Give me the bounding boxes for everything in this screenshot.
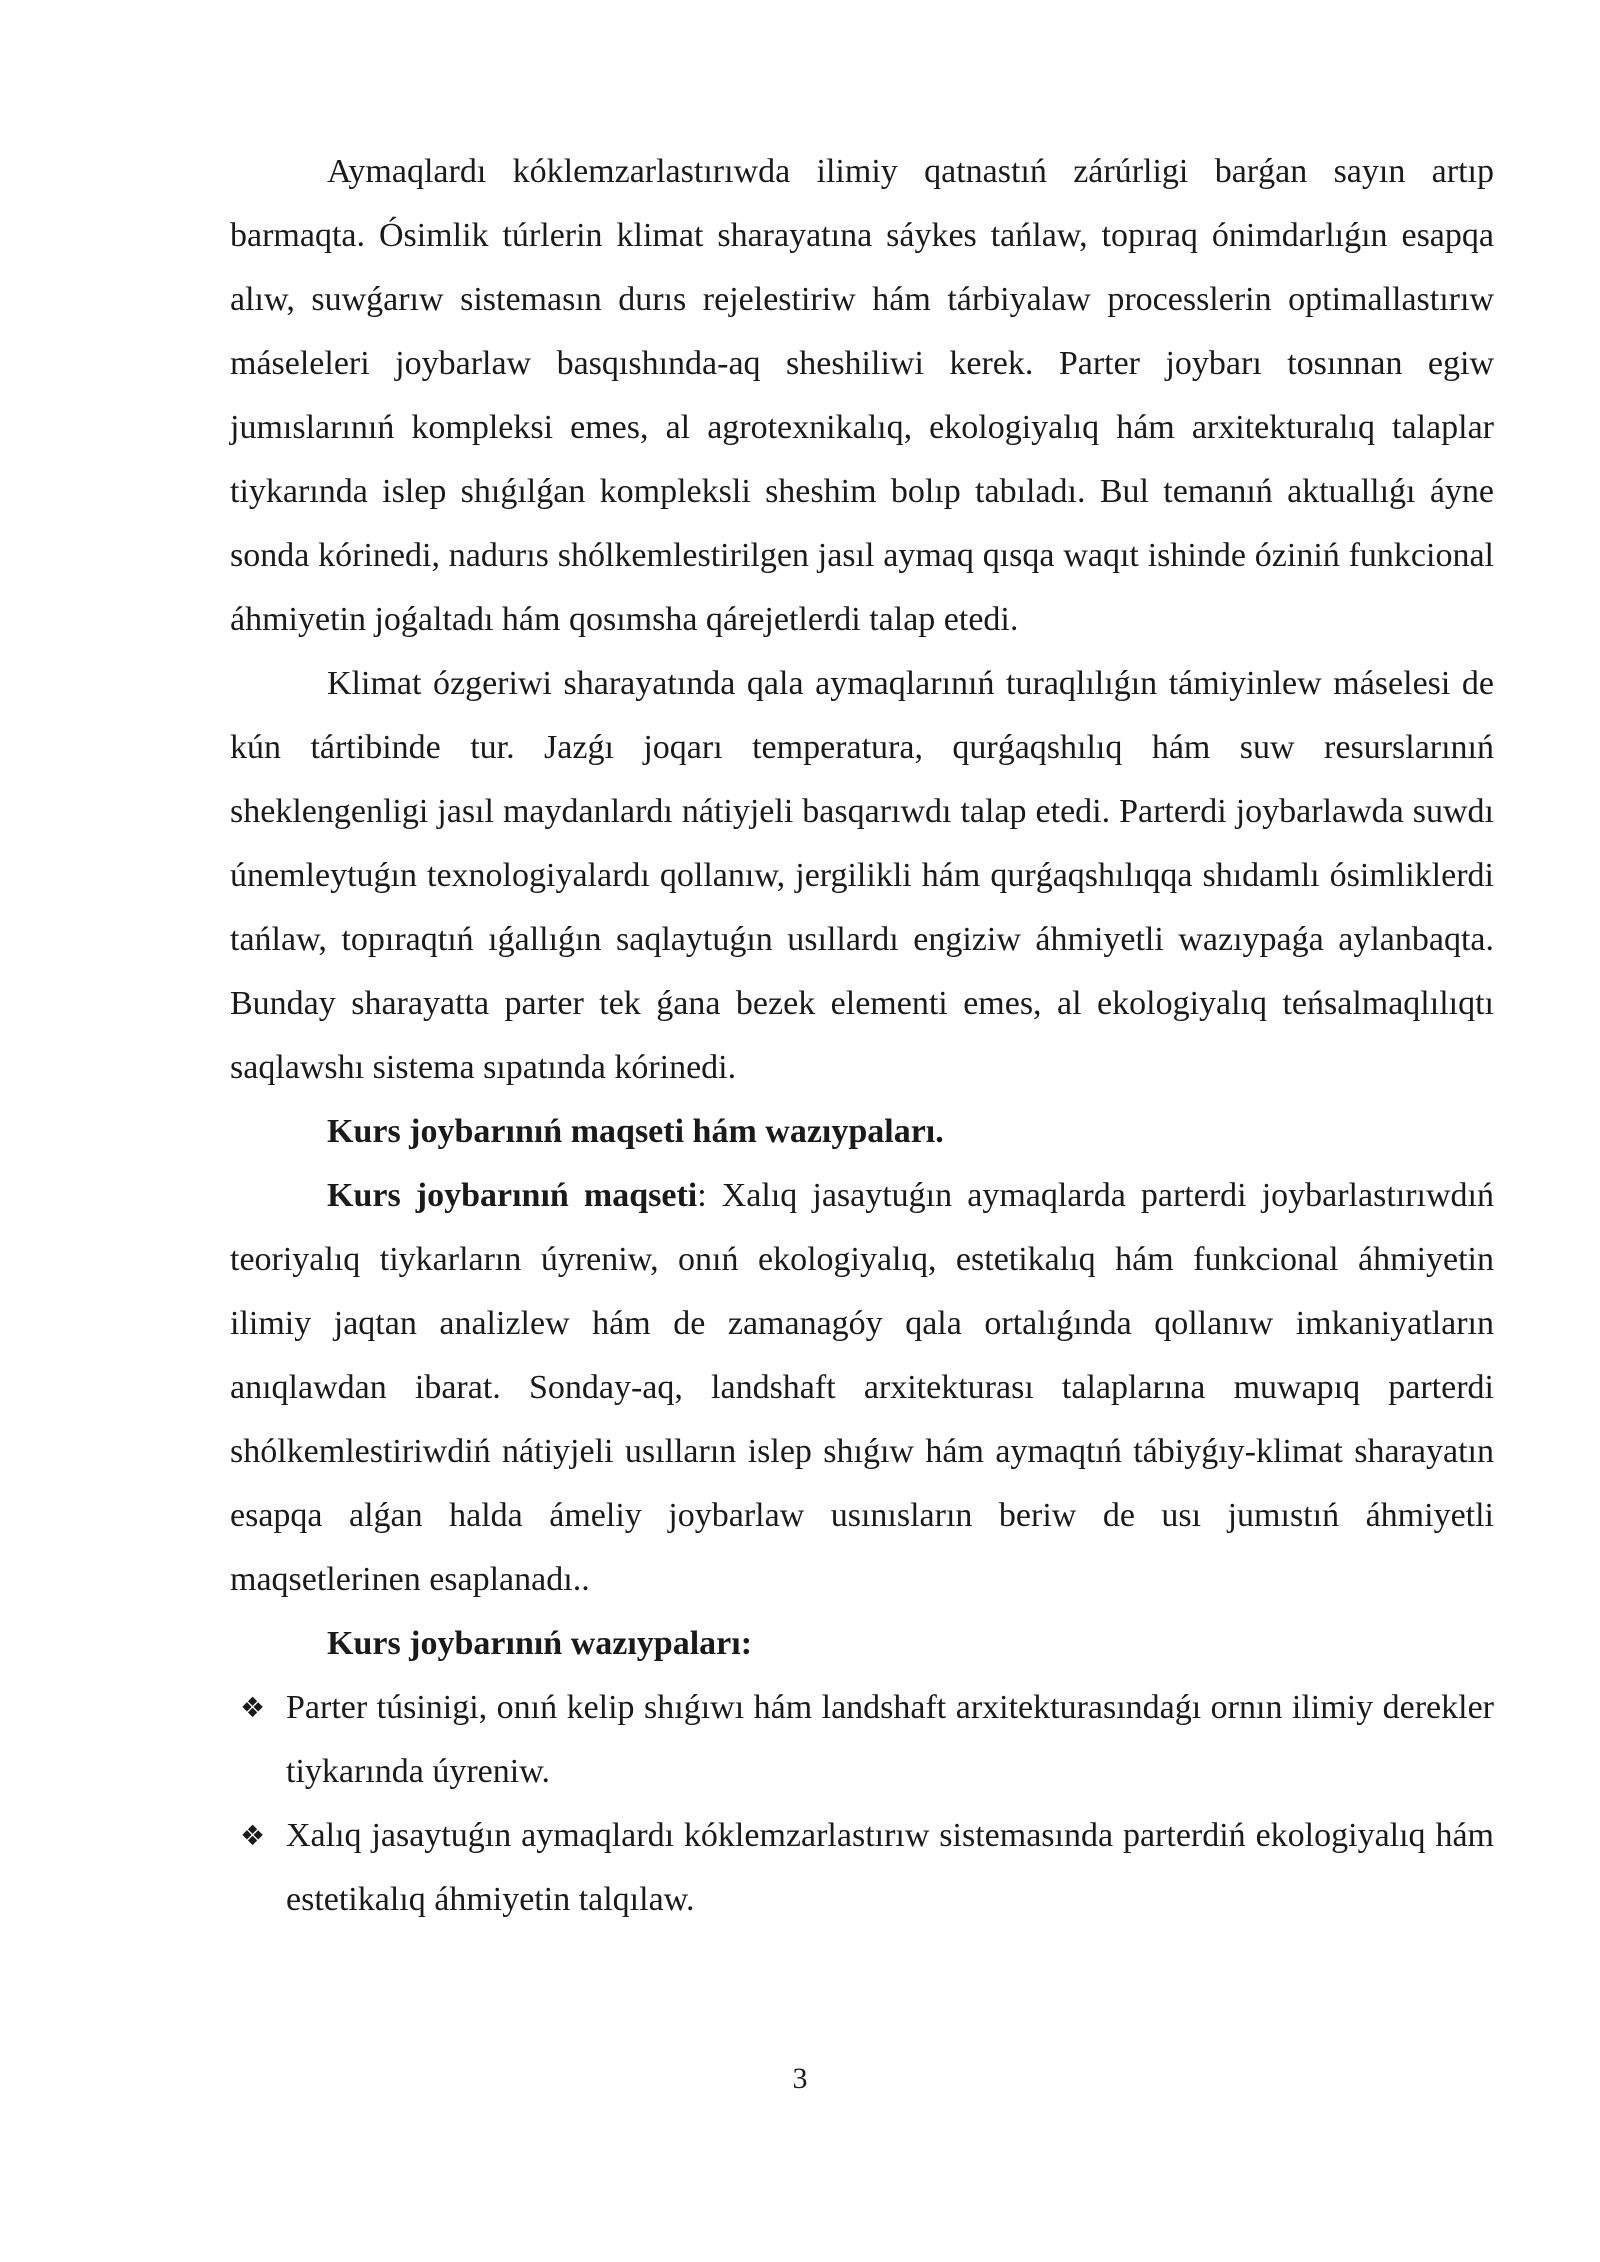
task-list [230, 1676, 1494, 1932]
list-item [230, 1676, 1494, 1804]
task-text: Xalıq jasaytuǵın aymaqlardı kóklemzarlastırıw sistemasında parterdiń ekologiyalıq hám estetikalıq áhmiyetin talqılaw. [286, 1817, 1494, 1918]
paragraph-relevance: Aymaqlardı kóklemzarlastırıwda ilimiy qatnastıń zárúrligi barǵan sayın artıp barmaqta. Ósimlik túrlerin klimat sharayatına sáykes tańlaw, topıraq ónimdarlıǵın esapqa alıw, suwǵarıw sistemasın durıs rejelestiriw hám tárbiyalaw processlerin optimallastırıw máseleleri joybarlaw basqıshında-aq sheshiliwi kerek. Parter joybarı tosınnan egiw jumıslarınıń kompleksi emes, al agrotexnikalıq, ekologiyalıq hám arxitekturalıq talaplar tiykarında islep shıǵılǵan kompleksli sheshim bolıp tabıladı. Bul temanıń aktuallıǵı áyne sonda kórinedi, nadurıs shólkemlestirilgen jasıl aymaq qısqa waqıt ishinde óziniń funkcional áhmiyetin joǵaltadı hám qosımsha qárejetlerdi talap etedi. [230, 153, 1494, 638]
diamond-bullet-icon: ❖ [240, 1819, 266, 1852]
paragraph-climate: Klimat ózgeriwi sharayatında qala aymaqlarınıń turaqlılıǵın támiyinlew máselesi de kún tártibinde tur. Jazǵı joqarı temperatura, qurǵaqshılıq hám suw resurslarınıń sheklengenligi jasıl maydanlardı nátiyjeli basqarıwdı talap etedi. Parterdi joybarlawda suwdı únemleytuǵın texnologiyalardı qollanıw, jergilikli hám qurǵaqshılıqqa shıdamlı ósimliklerdi tańlaw, topıraqtıń ıǵallıǵın saqlaytuǵın usıllardı engiziw áhmiyetli wazıypaǵa aylanbaqta. Bunday sharayatta parter tek ǵana bezek elementi emes, al ekologiyalıq teńsalmaqlılıqtı saqlawshı sistema sıpatında kórinedi. [230, 665, 1494, 1086]
goal-text: : Xalıq jasaytuǵın aymaqlarda parterdi joybarlastırıwdıń teoriyalıq tiykarların úyreniw, onıń ekologiyalıq, estetikalıq hám funkcional áhmiyetin ilimiy jaqtan analizlew hám de zamanagóy qala ortalıǵında qollanıw imkaniyatların anıqlawdan ibarat. Sonday-aq, landshaft arxitekturası talaplarına muwapıq parterdi shólkemlestiriwdiń nátiyjeli usılların islep shıǵıw hám aymaqtıń tábiyǵıy-klimat sharayatın esapqa alǵan halda ámeliy joybarlaw usınısların beriw de usı jumıstıń áhmiyetli maqsetlerinen esaplanadı.. [230, 1177, 1494, 1598]
task-text: Parter túsinigi, onıń kelip shıǵıwı hám landshaft arxitekturasındaǵı ornın ilimiy derekler tiykarında úyreniw. [286, 1689, 1494, 1790]
goal-label: Kurs joybarınıń maqseti [327, 1177, 698, 1214]
heading-goals-and-tasks: Kurs joybarınıń maqseti hám wazıypaları. [327, 1113, 944, 1150]
list-item [230, 1804, 1494, 1932]
page-number: 3 [792, 2062, 808, 2095]
diamond-bullet-icon: ❖ [240, 1691, 266, 1724]
document-page [230, 140, 1494, 1932]
heading-tasks: Kurs joybarınıń wazıypaları: [327, 1625, 753, 1662]
paragraph-goal [230, 1164, 1494, 1612]
